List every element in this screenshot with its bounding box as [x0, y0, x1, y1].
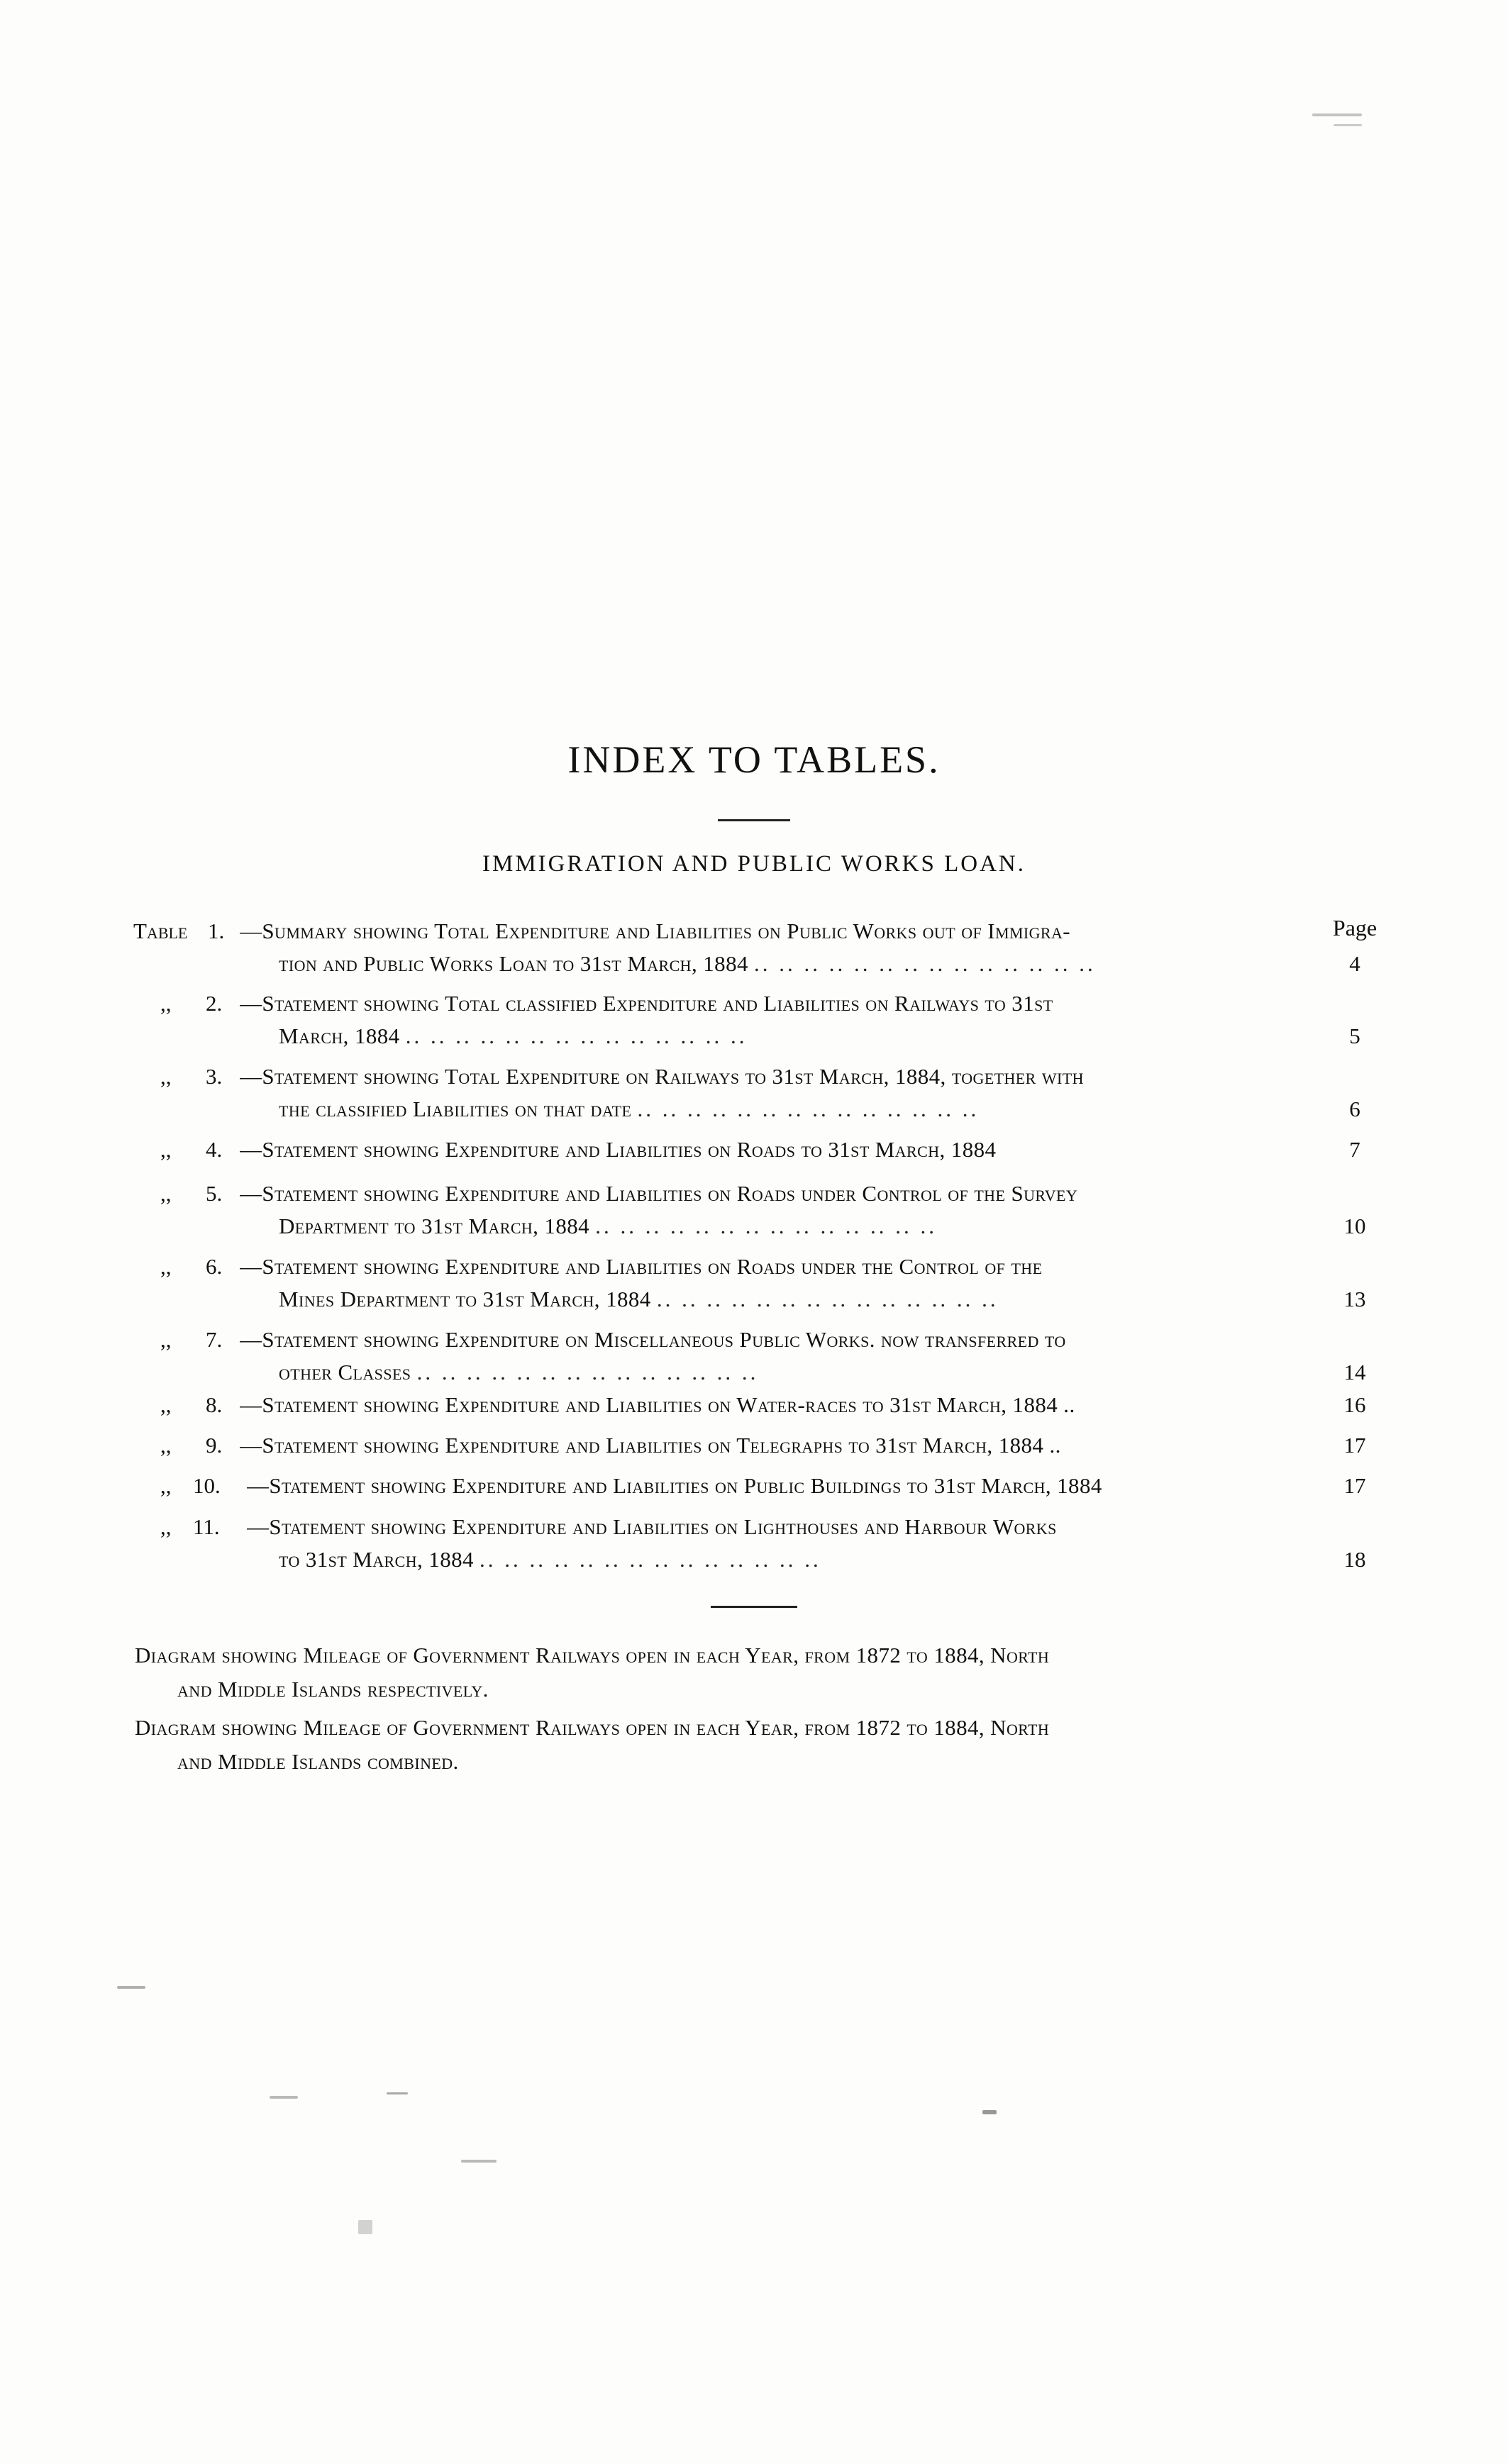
page-number: 17 — [1343, 1473, 1366, 1498]
ditto-mark: ,, — [160, 1433, 172, 1458]
page-number: 18 — [1343, 1547, 1366, 1572]
leader-dots: .. .. .. .. .. .. .. .. .. .. .. .. .. .. — [656, 1287, 999, 1311]
scan-speck — [387, 2092, 408, 2094]
table-number: 1. — [208, 919, 225, 943]
page-number: 4 — [1349, 951, 1360, 976]
table-title-line: —Statement showing Expenditure and Liabilities on Roads to 31st March, 1884 — [240, 1137, 997, 1162]
ditto-mark: ,, — [160, 1392, 172, 1417]
title-rule — [718, 819, 790, 821]
table-entry — [133, 1389, 1389, 1421]
diagram-title-line: Diagram showing Mileage of Government Railways open in each Year, from 1872 to 1884, North — [135, 1643, 1050, 1667]
table-title-line: —Statement showing Expenditure on Miscellaneous Public Works. now transferred to — [240, 1327, 1066, 1352]
scan-speck — [1334, 124, 1362, 126]
table-number: 9. — [206, 1433, 223, 1458]
table-label: Table — [133, 919, 188, 943]
table-title-line: Mines Department to 31st March, 1884 — [279, 1287, 651, 1311]
ditto-mark: ,, — [160, 1327, 172, 1352]
ditto-mark: ,, — [160, 1514, 172, 1539]
table-title-continuation — [279, 1356, 1421, 1389]
page-number: 6 — [1349, 1097, 1360, 1121]
ditto-mark: ,, — [160, 1254, 172, 1279]
table-entry — [133, 1250, 1389, 1316]
table-title-line: —Statement showing Expenditure and Liabilities on Roads under Control of the Survey — [240, 1181, 1078, 1206]
scan-speck — [117, 1986, 145, 1989]
leader-dots: .. .. .. .. .. .. .. .. .. .. .. .. .. .. — [416, 1360, 759, 1384]
table-entry — [133, 1470, 1389, 1502]
table-title-line: —Statement showing Expenditure and Liabilities on Public Buildings to 31st March, 1884 — [247, 1473, 1102, 1498]
scan-speck — [982, 2110, 997, 2114]
table-title-continuation — [279, 1210, 1421, 1243]
diagram-title-line: Diagram showing Mileage of Government Railways open in each Year, from 1872 to 1884, North — [135, 1715, 1050, 1740]
diagram-entry — [135, 1638, 1305, 1707]
table-title-line: —Statement showing Expenditure and Liabilities on Lighthouses and Harbour Works — [247, 1514, 1057, 1539]
page-number: 16 — [1343, 1392, 1366, 1417]
table-title-continuation — [279, 948, 1421, 980]
page-column-header: Page — [1332, 915, 1377, 940]
table-title-line: —Summary showing Total Expenditure and Liabilities on Public Works out of Immigra- — [240, 919, 1071, 943]
ditto-mark: ,, — [160, 1064, 172, 1089]
table-entry — [133, 987, 1389, 1053]
section-heading: IMMIGRATION AND PUBLIC WORKS LOAN. — [482, 851, 1026, 877]
table-entry — [133, 1323, 1389, 1389]
table-number: 2. — [206, 991, 223, 1016]
table-title-continuation — [279, 1543, 1421, 1576]
page-number: 10 — [1343, 1214, 1366, 1238]
table-title-line: —Statement showing Expenditure and Liabilities on Roads under the Control of the — [240, 1254, 1043, 1279]
ditto-mark: ,, — [160, 1181, 172, 1206]
scan-speck — [1312, 113, 1362, 116]
table-number: 10. — [193, 1473, 221, 1498]
diagram-entry — [135, 1711, 1305, 1779]
table-number: 8. — [206, 1392, 223, 1417]
section-rule — [711, 1606, 797, 1608]
leader-dots: .. .. .. .. .. .. .. .. .. .. .. .. .. .. — [595, 1214, 937, 1238]
table-entry — [133, 1133, 1389, 1166]
scan-speck — [358, 2220, 372, 2234]
table-title-line: Department to 31st March, 1884 — [279, 1214, 590, 1238]
table-title-line: other Classes — [279, 1360, 411, 1384]
table-number: 7. — [206, 1327, 223, 1352]
table-number: 4. — [206, 1137, 223, 1162]
ditto-mark: ,, — [160, 1473, 172, 1498]
scan-speck — [270, 2096, 298, 2099]
table-number: 3. — [206, 1064, 223, 1089]
table-title-continuation — [279, 1093, 1421, 1126]
table-title-line: to 31st March, 1884 — [279, 1547, 474, 1572]
ditto-mark: ,, — [160, 991, 172, 1016]
diagram-title-line: and Middle Islands respectively. — [177, 1677, 489, 1702]
ditto-mark: ,, — [160, 1137, 172, 1162]
page-number: 14 — [1343, 1360, 1366, 1384]
table-number: 5. — [206, 1181, 223, 1206]
leader-dots: .. .. .. .. .. .. .. .. .. .. .. .. .. .. — [637, 1097, 980, 1121]
table-title-line: —Statement showing Expenditure and Liabilities on Telegraphs to 31st March, 1884 .. — [240, 1433, 1061, 1458]
page-number: 7 — [1349, 1137, 1360, 1162]
table-entry — [133, 1511, 1389, 1576]
table-title-line: —Statement showing Total classified Expenditure and Liabilities on Railways to 31st — [240, 991, 1053, 1016]
table-title-line: —Statement showing Total Expenditure on Railways to 31st March, 1884, together with — [240, 1064, 1084, 1089]
table-title-line: tion and Public Works Loan to 31st March, 1884 — [279, 951, 748, 976]
table-number: 11. — [193, 1514, 220, 1539]
table-entry — [133, 1060, 1389, 1126]
page-number: 17 — [1343, 1433, 1366, 1458]
scan-speck — [461, 2160, 497, 2163]
leader-dots: .. .. .. .. .. .. .. .. .. .. .. .. .. .. — [479, 1547, 821, 1572]
page-number: 5 — [1349, 1023, 1360, 1048]
diagram-title-line: and Middle Islands combined. — [177, 1749, 459, 1774]
table-title-line: the classified Liabilities on that date — [279, 1097, 632, 1121]
table-title-continuation — [279, 1020, 1421, 1053]
page-title: INDEX TO TABLES. — [567, 738, 941, 781]
table-entry — [133, 1177, 1389, 1243]
table-number: 6. — [206, 1254, 223, 1279]
table-title-line: —Statement showing Expenditure and Liabilities on Water-races to 31st March, 1884 .. — [240, 1392, 1075, 1417]
table-entry — [133, 915, 1389, 980]
table-title-continuation — [279, 1283, 1421, 1316]
leader-dots: .. .. .. .. .. .. .. .. .. .. .. .. .. .. — [754, 951, 1096, 976]
page-number: 13 — [1343, 1287, 1366, 1311]
leader-dots: .. .. .. .. .. .. .. .. .. .. .. .. .. .. — [405, 1023, 748, 1048]
table-title-line: March, 1884 — [279, 1023, 400, 1048]
table-entry — [133, 1429, 1389, 1462]
